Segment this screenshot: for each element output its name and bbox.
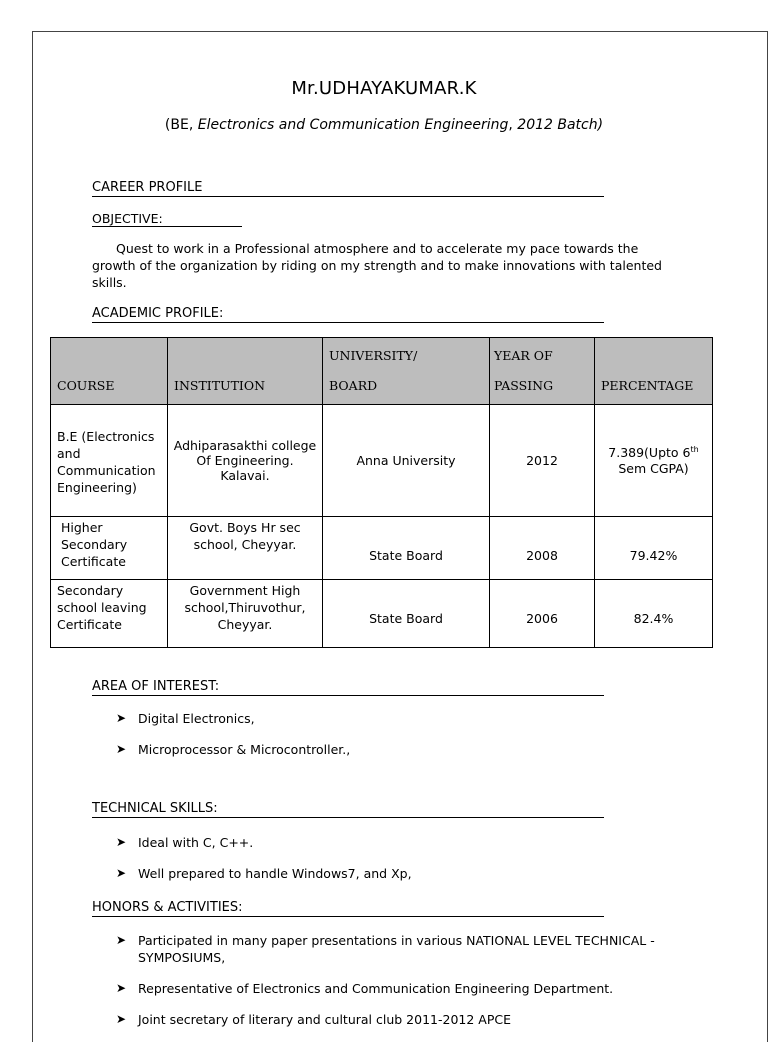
row1-course: B.E (Electronics and Communication Engineering) bbox=[51, 405, 168, 517]
header-course: COURSE bbox=[51, 338, 168, 405]
arrowhead-bullet-icon: ➤ bbox=[116, 981, 127, 995]
row3-institution: Government High school,Thiruvothur, Cheyyar. bbox=[168, 580, 323, 648]
area-of-interest-heading: AREA OF INTEREST: bbox=[92, 679, 604, 696]
interest-list bbox=[116, 710, 350, 758]
row1-year: 2012 bbox=[490, 405, 595, 517]
list-item: ➤ Joint secretary of literary and cultural club 2011-2012 APCE bbox=[116, 1012, 511, 1027]
header-percentage: PERCENTAGE bbox=[595, 338, 713, 405]
objective-text: Quest to work in a Professional atmosphere and to accelerate my pace towards the growth of the organization by riding on my strength and to make innovations with talented skills. bbox=[92, 241, 662, 290]
technical-skills-heading: TECHNICAL SKILLS: bbox=[92, 801, 604, 818]
academic-table bbox=[50, 337, 713, 648]
degree-course: Electronics and Communication Engineering bbox=[197, 117, 509, 133]
table-row bbox=[51, 405, 713, 517]
header-university: UNIVERSITY/ BOARD bbox=[323, 338, 490, 405]
degree-line bbox=[0, 117, 768, 133]
academic-profile-heading: ACADEMIC PROFILE: bbox=[92, 306, 604, 323]
list-item: ➤ Participated in many paper presentations in various NATIONAL LEVEL TECHNICAL - SYMPOSIUMS, bbox=[116, 933, 655, 965]
row3-course: Secondary school leaving Certificate bbox=[51, 580, 168, 648]
candidate-name: Mr.UDHAYAKUMAR.K bbox=[291, 78, 477, 99]
honors-activities-heading: HONORS & ACTIVITIES: bbox=[92, 900, 604, 917]
table-header-row bbox=[51, 338, 713, 405]
list-item: ➤ Representative of Electronics and Communication Engineering Department. bbox=[116, 981, 614, 996]
row2-institution: Govt. Boys Hr sec school, Cheyyar. bbox=[168, 517, 323, 580]
list-item: ➤ Well prepared to handle Windows7, and Xp, bbox=[116, 866, 412, 881]
row2-board: State Board bbox=[323, 517, 490, 580]
honors-list bbox=[116, 932, 676, 1028]
career-profile-heading: CAREER PROFILE bbox=[92, 180, 604, 197]
objective-label: OBJECTIVE: bbox=[92, 211, 242, 227]
row1-board: Anna University bbox=[323, 405, 490, 517]
arrowhead-bullet-icon: ➤ bbox=[116, 933, 127, 947]
degree-comma: , bbox=[508, 117, 513, 133]
arrowhead-bullet-icon: ➤ bbox=[116, 1012, 127, 1026]
list-item: ➤ Digital Electronics, bbox=[116, 711, 255, 726]
arrowhead-bullet-icon: ➤ bbox=[116, 711, 127, 725]
row2-year: 2008 bbox=[490, 517, 595, 580]
row3-year: 2006 bbox=[490, 580, 595, 648]
row3-board: State Board bbox=[323, 580, 490, 648]
table-row bbox=[51, 580, 713, 648]
skills-list bbox=[116, 834, 412, 882]
arrowhead-bullet-icon: ➤ bbox=[116, 835, 127, 849]
list-item: ➤ Ideal with C, C++. bbox=[116, 835, 254, 850]
header-institution: INSTITUTION bbox=[168, 338, 323, 405]
list-item: ➤ Microprocessor & Microcontroller., bbox=[116, 742, 351, 757]
row1-institution: Adhiparasakthi college Of Engineering. Kalavai. bbox=[168, 405, 323, 517]
row3-percentage: 82.4% bbox=[595, 580, 713, 648]
arrowhead-bullet-icon: ➤ bbox=[116, 742, 127, 756]
header-year: YEAR OF PASSING bbox=[490, 338, 595, 405]
table-row bbox=[51, 517, 713, 580]
degree-batch: 2012 Batch) bbox=[517, 117, 604, 133]
degree-open: (BE, bbox=[164, 117, 194, 133]
row2-course: Higher Secondary Certificate bbox=[51, 517, 168, 580]
arrowhead-bullet-icon: ➤ bbox=[116, 866, 127, 880]
row1-percentage: 7.389(Upto 6th Sem CGPA) bbox=[595, 405, 713, 517]
row2-percentage: 79.42% bbox=[595, 517, 713, 580]
